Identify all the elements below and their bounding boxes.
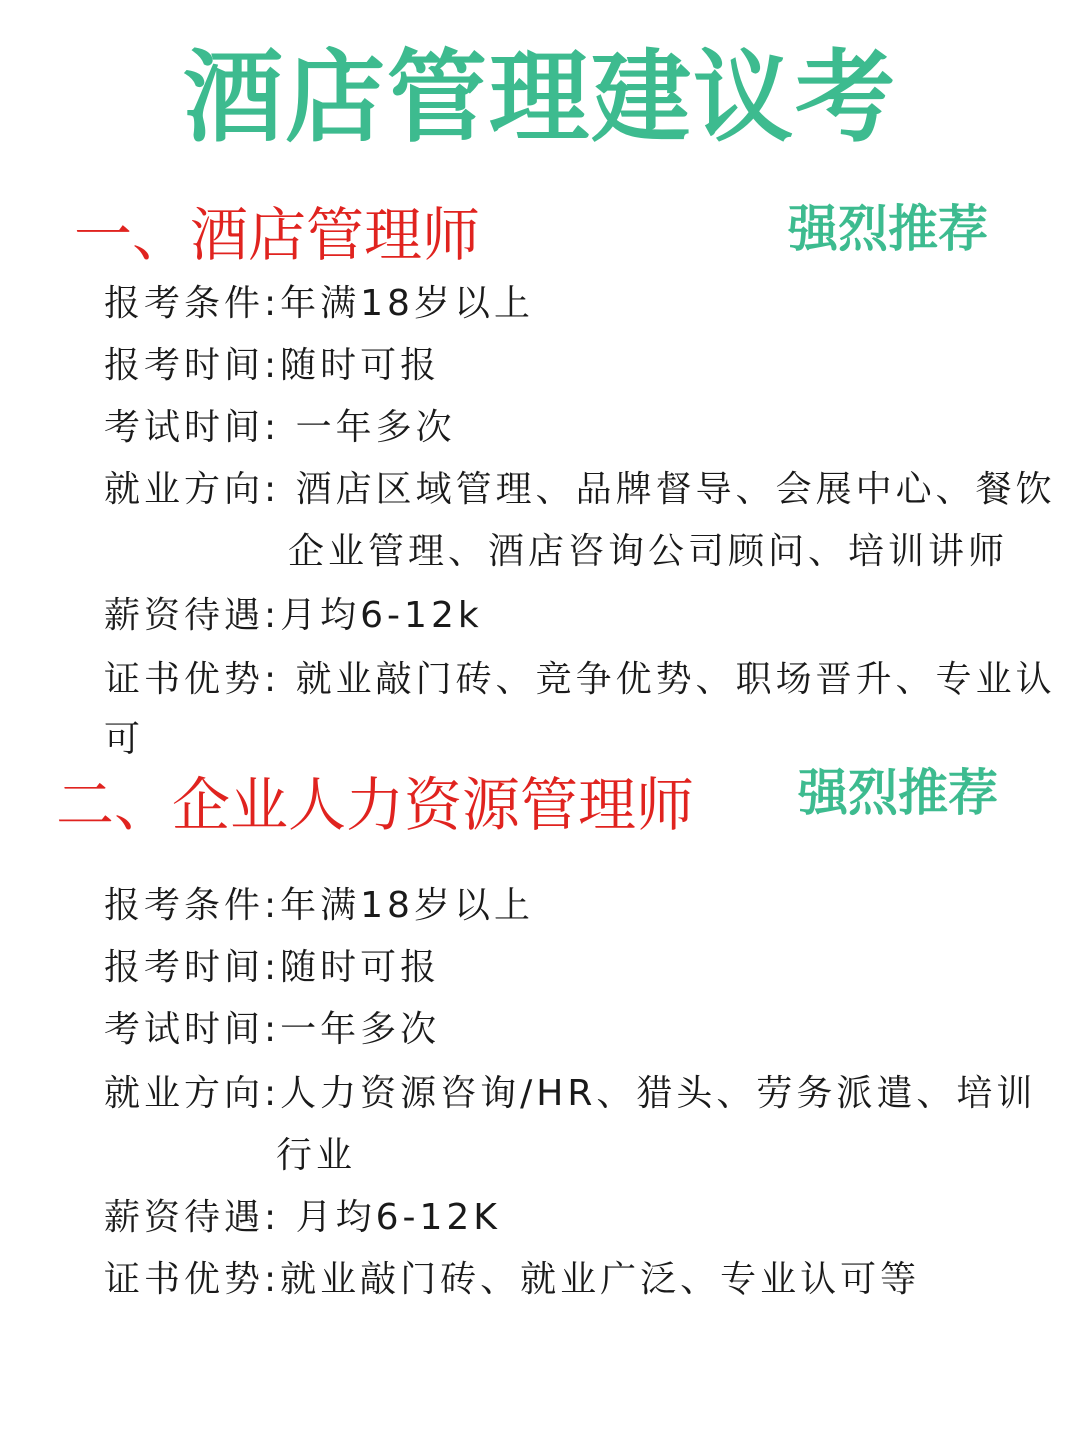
info-row-exam-time [104, 404, 456, 452]
info-row-advantages [104, 656, 1056, 704]
page-title: 酒店管理建议考 [183, 39, 897, 156]
info-label: 报考条件: [104, 283, 281, 324]
section-heading: 一、酒店管理师 [74, 201, 481, 269]
info-value: 就业敲门砖、就业广泛、专业认可等 [280, 1259, 921, 1300]
info-label: 报考时间: [104, 947, 281, 988]
info-row-career [104, 466, 1056, 514]
info-value: 年满18岁以上 [280, 885, 534, 926]
info-label: 证书优势: [104, 1259, 281, 1300]
info-label: 考试时间: [104, 407, 281, 448]
info-value: 人力资源咨询/HR、猎头、劳务派遣、培训 [280, 1073, 1037, 1114]
info-value: 一年多次 [280, 407, 456, 448]
info-value-continued: 企业管理、酒店咨询公司顾问、培训讲师 [288, 531, 1009, 572]
recommend-badge: 强烈推荐 [798, 764, 998, 822]
info-row-requirements [104, 882, 534, 930]
info-row-salary [104, 592, 483, 640]
info-label: 考试时间: [104, 1009, 281, 1050]
info-value: 年满18岁以上 [280, 283, 534, 324]
info-label: 报考时间: [104, 345, 281, 386]
info-row-career [104, 1070, 1036, 1118]
info-label: 报考条件: [104, 885, 281, 926]
info-value: 就业敲门砖、竞争优势、职场晋升、专业认 [280, 659, 1056, 700]
info-row-advantages [104, 1256, 920, 1304]
info-label: 就业方向: [104, 1073, 281, 1114]
info-row-registration-time [104, 944, 440, 992]
info-label: 证书优势: [104, 659, 281, 700]
info-value: 一年多次 [280, 1009, 441, 1050]
info-row-requirements [104, 280, 534, 328]
info-value-continued: 可 [104, 719, 145, 760]
info-value: 随时可报 [280, 345, 441, 386]
info-value: 月均6-12K [280, 1197, 501, 1238]
info-value: 随时可报 [280, 947, 441, 988]
info-row-registration-time [104, 342, 440, 390]
recommend-badge: 强烈推荐 [788, 200, 988, 258]
info-row-exam-time [104, 1006, 440, 1054]
info-label: 薪资待遇: [104, 595, 281, 636]
info-label: 薪资待遇: [104, 1197, 281, 1238]
info-value: 月均6-12k [280, 595, 483, 636]
info-row-salary [104, 1194, 501, 1242]
section-heading: 二、企业人力资源管理师 [56, 771, 695, 839]
info-value-continued: 行业 [276, 1135, 357, 1176]
info-label: 就业方向: [104, 469, 281, 510]
info-value: 酒店区域管理、品牌督导、会展中心、餐饮 [280, 469, 1056, 510]
